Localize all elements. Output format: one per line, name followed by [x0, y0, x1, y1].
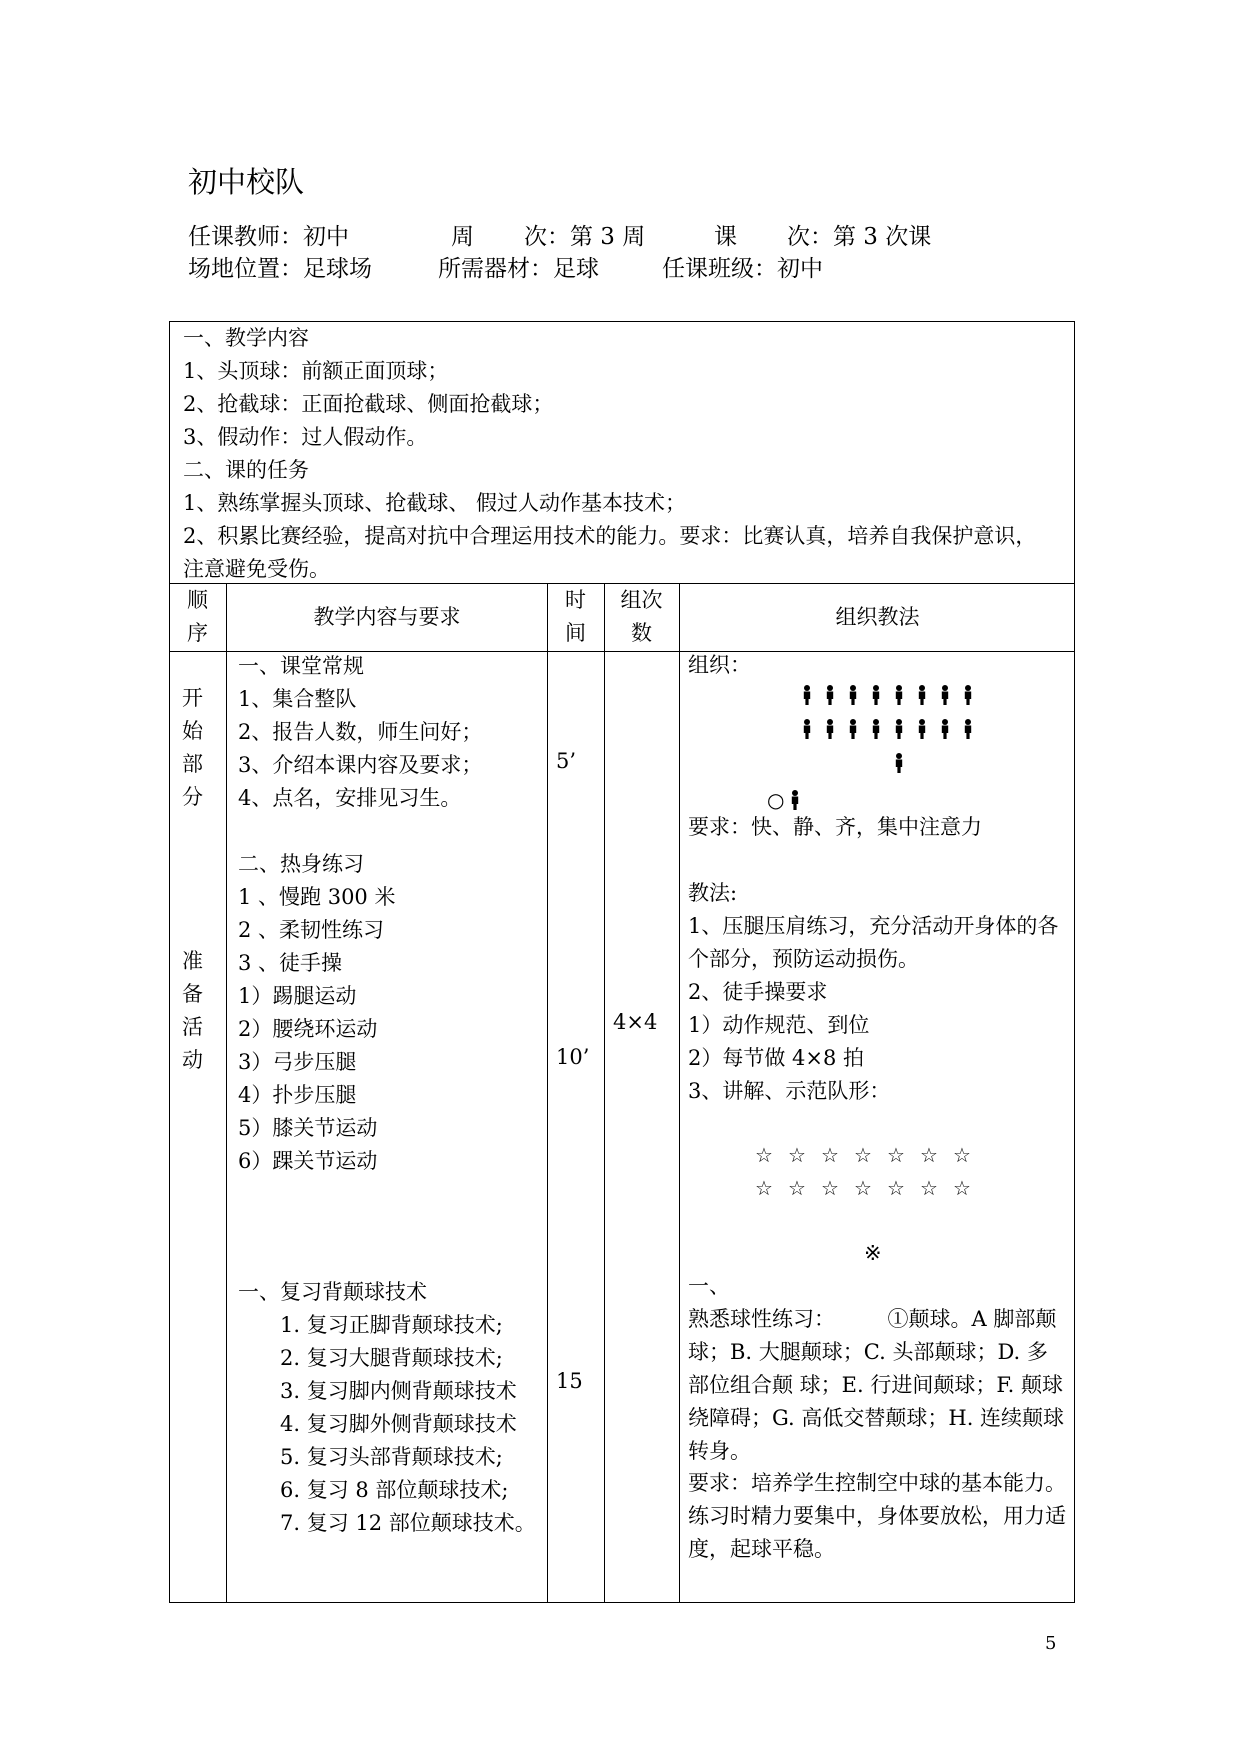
- method-line: 2、徒手操要求: [688, 980, 828, 1004]
- person-icon: [850, 719, 856, 739]
- content-line: 2）腰绕环运动: [238, 1017, 378, 1041]
- header-order: [169, 584, 226, 650]
- person-icon: [919, 685, 925, 705]
- formation-diagram: [795, 684, 975, 780]
- method-label: 教法:: [688, 881, 738, 905]
- equipment-value: 足球: [553, 256, 599, 282]
- person-icon: [919, 719, 925, 739]
- header-groups-line: 数: [631, 621, 652, 645]
- teacher-value: 初中: [303, 224, 349, 250]
- intro-block: [183, 322, 1036, 586]
- person-icon: [896, 685, 902, 705]
- page-number: 5: [1045, 1633, 1057, 1654]
- content-line: 一、复习背颠球技术: [238, 1280, 427, 1304]
- equipment-field: [438, 254, 599, 284]
- person-icon: [873, 719, 879, 739]
- section-char: 开: [182, 686, 203, 710]
- student-row-2: [804, 719, 971, 739]
- content-line: 2. 复习大腿背颠球技术;: [280, 1346, 503, 1370]
- star-icon: ☆: [953, 1176, 971, 1200]
- section-char: 动: [182, 1048, 203, 1072]
- section-char: 分: [182, 785, 203, 809]
- method-paragraph: 1、压腿压肩练习，充分活动开身体的各个部分，预防运动损伤。: [688, 914, 1059, 971]
- intro-line: 1、头顶球：前额正面顶球；: [183, 359, 449, 383]
- week-field: [524, 222, 645, 252]
- week-value: 第 3 周: [570, 224, 646, 250]
- star-icon: ☆: [920, 1176, 938, 1200]
- star-icon: ☆: [755, 1143, 773, 1167]
- star-icon: ☆: [953, 1143, 971, 1167]
- method-line: 1）动作规范、到位: [688, 1013, 870, 1037]
- intro-line: 二、课的任务: [183, 458, 309, 482]
- lesson-label-b: 次：: [787, 224, 833, 250]
- content-line: 2、报告人数，师生问好；: [238, 720, 483, 744]
- person-icon: [827, 685, 833, 705]
- student-row-1: [804, 685, 971, 705]
- leader-person-icon: [896, 753, 902, 773]
- org-label: 组织：: [688, 653, 751, 677]
- star-row: [755, 1139, 986, 1172]
- class-value: 初中: [777, 256, 823, 282]
- practice-paragraph: 熟悉球性练习： ①颠球。A 脚部颠球；B. 大腿颠球；C. 头部颠球；D. 多部位组合颠 球；E. 行进间颠球；F. 颠球绕障碍；G. 高低交替颠球；H. 连续颠球转身。: [688, 1307, 1065, 1463]
- section-char: 始: [182, 719, 203, 743]
- star-icon: ☆: [854, 1143, 872, 1167]
- teacher-circle-icon: ○: [767, 788, 785, 812]
- venue-label: 场地位置：: [188, 256, 303, 282]
- section-char: 部: [182, 752, 203, 776]
- teacher-label: 任课教师：: [188, 224, 303, 250]
- person-icon: [827, 719, 833, 739]
- lesson-value: 第 3 次课: [833, 224, 932, 250]
- star-icon: ☆: [821, 1176, 839, 1200]
- content-line: 一、课堂常规: [238, 654, 364, 678]
- content-line: 4. 复习脚外侧背颠球技术: [280, 1412, 517, 1436]
- method-line: 3、讲解、示范队形：: [688, 1079, 891, 1103]
- class-field: [662, 254, 823, 284]
- class-label: 任课班级：: [662, 256, 777, 282]
- method-steps: [688, 976, 890, 1108]
- practice-requirement: 要求：培养学生控制空中球的基本能力。练习时精力要集中，身体要放松，用力适度，起球平稳。: [688, 1471, 1066, 1561]
- header-time: [547, 584, 604, 650]
- venue-value: 足球场: [303, 256, 372, 282]
- person-icon: [965, 685, 971, 705]
- person-icon: [804, 685, 810, 705]
- header-groups-line: 组次: [620, 588, 663, 612]
- person-icon: [942, 719, 948, 739]
- person-icon: [896, 719, 902, 739]
- venue-field: [188, 254, 372, 284]
- header-groups: [604, 584, 679, 650]
- star-icon: ☆: [887, 1143, 905, 1167]
- groups-value: 4×4: [613, 1010, 658, 1034]
- reference-mark-icon: ※: [864, 1241, 882, 1265]
- section-prep: [182, 945, 203, 1077]
- intro-line: 2、积累比赛经验，提高对抗中合理运用技术的能力。要求：比赛认真，培养自我保护意识，: [183, 524, 1037, 548]
- intro-line: 1、熟练掌握头顶球、抢截球、 假过人动作基本技术；: [183, 491, 687, 515]
- header-order-line: 序: [187, 621, 208, 645]
- time-value: 15: [556, 1369, 583, 1393]
- star-row: [755, 1172, 986, 1205]
- content-line: 5）膝关节运动: [238, 1116, 378, 1140]
- content-block-juggling: [238, 1276, 536, 1540]
- intro-line: 2、抢截球：正面抢截球、侧面抢截球；: [183, 392, 554, 416]
- star-icon: ☆: [788, 1143, 806, 1167]
- person-icon: [965, 719, 971, 739]
- person-icon: [850, 685, 856, 705]
- column-line: [679, 583, 680, 1603]
- content-line: 1）踢腿运动: [238, 984, 357, 1008]
- star-icon: ☆: [920, 1143, 938, 1167]
- content-line: 5. 复习头部背颠球技术;: [280, 1445, 503, 1469]
- intro-line: 一、教学内容: [183, 326, 309, 350]
- column-line: [547, 583, 548, 1603]
- requirement-line: 要求：快、静、齐，集中注意力: [688, 815, 982, 839]
- content-line: 3 、徒手操: [238, 951, 343, 975]
- teacher-field: [188, 222, 349, 252]
- section-char: 活: [182, 1015, 203, 1039]
- star-icon: ☆: [887, 1176, 905, 1200]
- practice-title: 一、: [688, 1274, 730, 1298]
- page-title: 初中校队: [188, 165, 305, 199]
- column-line: [604, 583, 605, 1603]
- person-icon: [804, 719, 810, 739]
- content-line: 6. 复习 8 部位颠球技术;: [280, 1478, 509, 1502]
- content-block-routine: [238, 650, 482, 815]
- lesson-field: [787, 222, 931, 252]
- section-char: 备: [182, 982, 203, 1006]
- section-start: [182, 682, 203, 814]
- week-label-a: 周: [451, 224, 474, 250]
- equipment-label: 所需器材：: [438, 256, 553, 282]
- header-order-line: 顺: [187, 588, 208, 612]
- content-line: 7. 复习 12 部位颠球技术。: [280, 1511, 536, 1535]
- person-icon: [873, 685, 879, 705]
- header-time-line: 时: [565, 588, 586, 612]
- content-line: 3、介绍本课内容及要求；: [238, 753, 483, 777]
- content-line: 二、热身练习: [238, 852, 364, 876]
- content-line: 3）弓步压腿: [238, 1050, 357, 1074]
- time-value: 10’: [556, 1045, 590, 1069]
- star-icon: ☆: [755, 1176, 773, 1200]
- star-icon: ☆: [788, 1176, 806, 1200]
- content-line: 3. 复习脚内侧背颠球技术: [280, 1379, 517, 1403]
- intro-line: 注意避免受伤。: [183, 557, 330, 581]
- content-line: 6）踝关节运动: [238, 1149, 378, 1173]
- person-icon: [942, 685, 948, 705]
- content-line: 1. 复习正脚背颠球技术;: [280, 1313, 503, 1337]
- time-value: 5’: [556, 749, 577, 773]
- content-block-warmup: [238, 848, 395, 1178]
- column-line: [226, 583, 227, 1603]
- star-icon: ☆: [854, 1176, 872, 1200]
- header-method: 组织教法: [835, 605, 920, 629]
- header-content: 教学内容与要求: [313, 605, 461, 629]
- lesson-label-a: 课: [714, 224, 737, 250]
- intro-line: 3、假动作：过人假动作。: [183, 425, 428, 449]
- week-label-b: 次：: [524, 224, 570, 250]
- star-formation: [755, 1139, 986, 1205]
- star-icon: ☆: [821, 1143, 839, 1167]
- content-line: 4）扑步压腿: [238, 1083, 357, 1107]
- content-line: 4、点名，安排见习生。: [238, 786, 462, 810]
- content-line: 2 、柔韧性练习: [238, 918, 385, 942]
- content-line: 1、集合整队: [238, 687, 357, 711]
- section-char: 准: [182, 949, 203, 973]
- content-line: 1 、慢跑 300 米: [238, 885, 396, 909]
- method-line: 2）每节做 4×8 拍: [688, 1046, 865, 1070]
- header-time-line: 间: [565, 621, 586, 645]
